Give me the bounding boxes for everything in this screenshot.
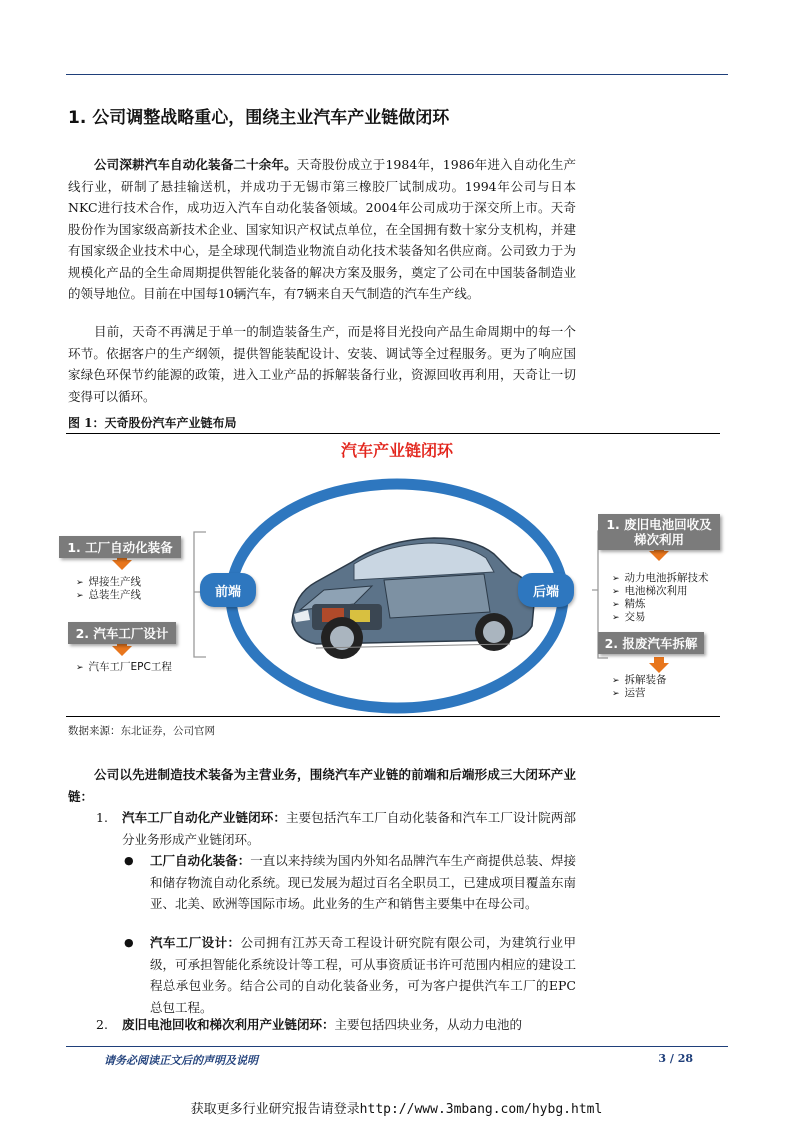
left-box1-item: ➢ 总装生产线 <box>76 589 142 601</box>
list-item-1 <box>122 807 576 850</box>
right-box2-item: ➢ 运营 <box>612 687 646 699</box>
left-box1-item: ➢ 焊接生产线 <box>76 576 142 588</box>
list-item-2-lead: 废旧电池回收和梯次利用产业链闭环： <box>122 1017 335 1032</box>
right-box2-item: ➢ 拆解装备 <box>612 674 667 686</box>
sub-item-1-text: 一直以来持续为国内外知名品牌汽车生产商提供总装、焊接和储存物流自动化系统。现已发展为超过百名全职员工，已建成项目覆盖东南亚、北美、欧洲等国际市场。此业务的生产和销售主要集中在母公司。 <box>150 853 576 911</box>
auto-factory-design-box: 2. 汽车工厂设计 <box>68 622 176 644</box>
intro-paragraph <box>68 154 576 305</box>
car-cutaway-illustration <box>292 538 534 659</box>
scrap-car-dismantling-box: 2. 报废汽车拆解 <box>598 632 704 654</box>
sub-item-1-lead: 工厂自动化装备： <box>150 853 251 868</box>
list-item-2 <box>122 1014 576 1036</box>
sub-item-2-text: 公司拥有江苏天奇工程设计研究院有限公司，为建筑行业甲级，可承担智能化系统设计等工程，可从事资质证书许可范围内相应的建设工程总承包业务。结合公司的自动化装备业务，可为客户提供汽车工厂的EPC总包工程。 <box>150 935 576 1015</box>
right-box1-item: ➢ 精炼 <box>612 598 646 610</box>
battery-recycling-line2: 梯次利用 <box>633 532 684 547</box>
footer-rule <box>66 1046 728 1047</box>
promo-link-text[interactable]: 获取更多行业研究报告请登录http://www.3mbang.com/hybg.html <box>190 1102 603 1117</box>
list-item-1-number: 1. <box>96 810 108 825</box>
business-lead-paragraph <box>68 764 576 807</box>
value-chain-diagram <box>54 434 730 716</box>
list-item-2-text: 主要包括四块业务，从动力电池的 <box>334 1017 523 1032</box>
intro-lead: 公司深耕汽车自动化装备二十余年。 <box>94 157 297 172</box>
right-box1-item: ➢ 动力电池拆解技术 <box>612 572 709 584</box>
figure-source: 数据来源：东北证券，公司官网 <box>68 725 215 737</box>
list-item-2-number: 2. <box>96 1017 108 1032</box>
sub-item-factory-automation <box>150 850 576 915</box>
page-number: 3 / 28 <box>658 1052 693 1065</box>
intro-paragraph-2 <box>68 321 576 407</box>
bullet-icon: ● <box>124 854 134 867</box>
left-box2-item: ➢ 汽车工厂EPC工程 <box>76 661 172 673</box>
sub-item-factory-design <box>150 932 576 1018</box>
list-item-1-text: 主要包括汽车工厂自动化装备和汽车工厂设计院两部分业务形成产业链闭环。 <box>122 810 576 847</box>
battery-recycling-box <box>598 514 720 550</box>
front-end-label: 前端 <box>200 573 256 607</box>
list-item-1-lead: 汽车工厂自动化产业链闭环： <box>122 810 286 825</box>
right-box1-item: ➢ 交易 <box>612 611 646 623</box>
sub-item-2-lead: 汽车工厂设计： <box>150 935 241 950</box>
right-box1-item: ➢ 电池梯次利用 <box>612 585 688 597</box>
back-end-label: 后端 <box>518 573 574 607</box>
section-title: 1. 公司调整战略重心，围绕主业汽车产业链做闭环 <box>68 108 450 128</box>
disclaimer-note: 请务必阅读正文后的声明及说明 <box>104 1054 258 1067</box>
diagram-title: 汽车产业链闭环 <box>340 441 453 460</box>
intro-text-2: 目前，天奇不再满足于单一的制造装备生产，而是将目光投向产品生命周期中的每一个环节。依据客户的生产纲领，提供智能装配设计、安装、调试等全过程服务。更为了响应国家绿色环保节约能源的政策，进入工业产品的拆解装备行业，资源回收再利用，天奇让一切变得可以循环。 <box>68 324 576 404</box>
battery-recycling-line1: 1. 废旧电池回收及 <box>606 517 712 532</box>
arrow-down-icon <box>649 657 669 673</box>
header-rule <box>66 74 728 75</box>
bullet-icon: ● <box>124 936 134 949</box>
figure-caption: 图 1：天奇股份汽车产业链布局 <box>68 416 237 430</box>
figure-bottom-rule <box>66 716 720 717</box>
business-lead-text: 公司以先进制造技术装备为主营业务，围绕汽车产业链的前端和后端形成三大闭环产业链： <box>68 767 576 804</box>
intro-text: 天奇股份成立于1984年，1986年进入自动化生产线行业，研制了悬挂输送机，并成功于无锡市第三橡胶厂试制成功。1994年公司与日本NKC进行技术合作，成功迈入汽车自动化装备领域。2004年公司成功于深交所上市。天奇股份作为国家级高新技术企业、国家知识产权试点单位，在全国拥有数十家分支机构，并建有国家级企业技术中心，是全球现代制造业物流自动化技术装备知名供应商。公司致力于为规模化产品的全生命周期提供智能化装备的解决方案及服务，奠定了公司在中国装备制造业的领导地位。目前在中国每10辆汽车，有7辆来自天气制造的汽车生产线。 <box>68 157 576 301</box>
factory-automation-box: 1. 工厂自动化装备 <box>59 536 181 558</box>
